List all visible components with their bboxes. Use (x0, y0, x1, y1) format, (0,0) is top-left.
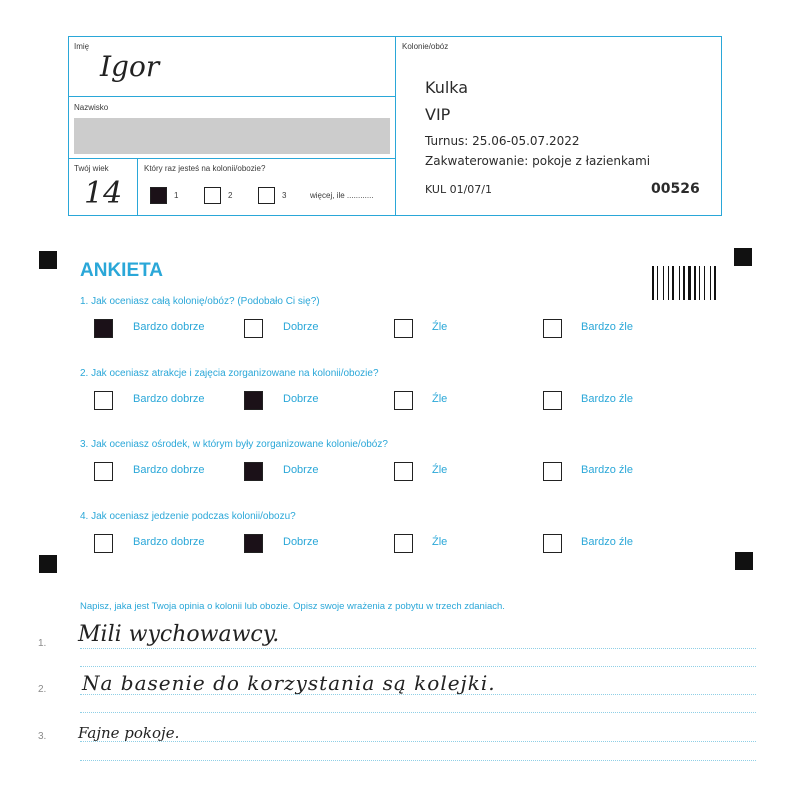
answer-label-q3-2: Dobrze (283, 464, 319, 476)
opinion-line-number-1: 1. (38, 638, 47, 649)
barcode-bar (710, 266, 711, 300)
answer-checkbox-q3-2[interactable] (244, 462, 263, 481)
imie-value[interactable]: Igor (100, 50, 160, 83)
question-3: 3. Jak oceniasz ośrodek, w którym były zorganizowane kolonie/obóz? (80, 439, 388, 450)
answer-checkbox-q2-1[interactable] (94, 391, 113, 410)
registration-marker-top-right (734, 248, 752, 266)
survey-title: ANKIETA (80, 260, 164, 281)
question-4: 4. Jak oceniasz jedzenie podczas kolonii/obozu? (80, 511, 296, 522)
ktory-raz-checkbox-1[interactable] (150, 187, 167, 204)
barcode-bar (714, 266, 716, 300)
opinion-dotted-line (80, 712, 756, 713)
opinion-dotted-line (80, 741, 756, 742)
answer-checkbox-q4-4[interactable] (543, 534, 562, 553)
answer-label-q2-2: Dobrze (283, 393, 319, 405)
answer-checkbox-q1-1[interactable] (94, 319, 113, 338)
barcode-bar (672, 266, 674, 300)
answer-checkbox-q4-1[interactable] (94, 534, 113, 553)
header-divider-row2 (68, 158, 396, 159)
barcode-bar (657, 266, 658, 300)
answer-label-q4-1: Bardzo dobrze (133, 536, 205, 548)
answer-checkbox-q2-2[interactable] (244, 391, 263, 410)
barcode-bar (688, 266, 691, 300)
barcode-bar (652, 266, 654, 300)
barcode-bar (694, 266, 696, 300)
registration-marker-top-left (39, 251, 57, 269)
answer-checkbox-q3-1[interactable] (94, 462, 113, 481)
answer-label-q2-1: Bardzo dobrze (133, 393, 205, 405)
answer-label-q1-3: Źle (432, 321, 448, 333)
registration-marker-bottom-left (39, 555, 57, 573)
opinion-line-number-2: 2. (38, 684, 47, 695)
answer-checkbox-q2-3[interactable] (394, 391, 413, 410)
answer-label-q1-2: Dobrze (283, 321, 319, 333)
question-2: 2. Jak oceniasz atrakcje i zajęcia zorganizowane na kolonii/obozie? (80, 368, 379, 379)
opinion-line-1[interactable]: Mili wychowawcy. (78, 622, 280, 647)
opinion-line-number-3: 3. (38, 731, 47, 742)
kolonie-type: VIP (425, 105, 451, 124)
ktory-raz-label: Który raz jesteś na kolonii/obozie? (144, 164, 266, 173)
kod: KUL 01/07/1 (425, 183, 492, 196)
answer-label-q4-3: Źle (432, 536, 448, 548)
answer-label-q4-4: Bardzo źle (581, 536, 633, 548)
header-divider-row1 (68, 96, 396, 97)
answer-checkbox-q3-4[interactable] (543, 462, 562, 481)
imie-label: Imię (74, 42, 90, 51)
answer-label-q3-3: Źle (432, 464, 448, 476)
opinion-dotted-line (80, 666, 756, 667)
ktory-raz-checkbox-2[interactable] (204, 187, 221, 204)
nazwisko-label: Nazwisko (74, 103, 109, 112)
answer-label-q1-1: Bardzo dobrze (133, 321, 205, 333)
zakwaterowanie: Zakwaterowanie: pokoje z łazienkami (425, 154, 651, 168)
opinion-dotted-line (80, 648, 756, 649)
barcode-bar (668, 266, 669, 300)
ktory-raz-option-2: 2 (228, 191, 233, 200)
answer-checkbox-q3-3[interactable] (394, 462, 413, 481)
kolonie-name: Kulka (425, 78, 469, 97)
header-divider-vertical (395, 36, 396, 215)
barcode-bar (699, 266, 700, 300)
kolonie-label: Kolonie/obóz (402, 42, 449, 51)
barcode-icon (652, 266, 708, 300)
answer-checkbox-q4-2[interactable] (244, 534, 263, 553)
header-divider-age (137, 158, 138, 215)
answer-checkbox-q4-3[interactable] (394, 534, 413, 553)
answer-label-q4-2: Dobrze (283, 536, 319, 548)
turnus: Turnus: 25.06-05.07.2022 (425, 134, 580, 148)
ktory-raz-option-3: 3 (282, 191, 287, 200)
barcode-bar (704, 266, 705, 300)
registration-marker-bottom-right (735, 552, 753, 570)
wiek-value[interactable]: 14 (84, 176, 123, 211)
answer-checkbox-q1-3[interactable] (394, 319, 413, 338)
answer-checkbox-q1-4[interactable] (543, 319, 562, 338)
opinion-prompt: Napisz, jaka jest Twoja opinia o kolonii lub obozie. Opisz swoje wrażenia z pobytu w trzech zdaniach. (80, 601, 505, 612)
barcode-bar (663, 266, 664, 300)
opinion-line-2[interactable]: Na basenie do korzystania są kolejki. (82, 671, 496, 695)
ktory-raz-option-1: 1 (174, 191, 179, 200)
numer: 00526 (651, 181, 700, 197)
answer-checkbox-q1-2[interactable] (244, 319, 263, 338)
barcode-bar (679, 266, 680, 300)
opinion-dotted-line (80, 760, 756, 761)
answer-label-q2-3: Źle (432, 393, 448, 405)
answer-label-q2-4: Bardzo źle (581, 393, 633, 405)
opinion-line-3[interactable]: Fajne pokoje. (78, 724, 180, 742)
answer-label-q3-4: Bardzo źle (581, 464, 633, 476)
wiek-label: Twój wiek (74, 164, 109, 173)
ktory-raz-checkbox-3[interactable] (258, 187, 275, 204)
answer-checkbox-q2-4[interactable] (543, 391, 562, 410)
answer-label-q3-1: Bardzo dobrze (133, 464, 205, 476)
barcode-bar (683, 266, 685, 300)
nazwisko-redaction (74, 118, 390, 154)
wiecej-label: więcej, ile ............ (310, 191, 374, 200)
question-1: 1. Jak oceniasz całą kolonię/obóz? (Podobało Ci się?) (80, 296, 320, 307)
answer-label-q1-4: Bardzo źle (581, 321, 633, 333)
opinion-dotted-line (80, 694, 756, 695)
